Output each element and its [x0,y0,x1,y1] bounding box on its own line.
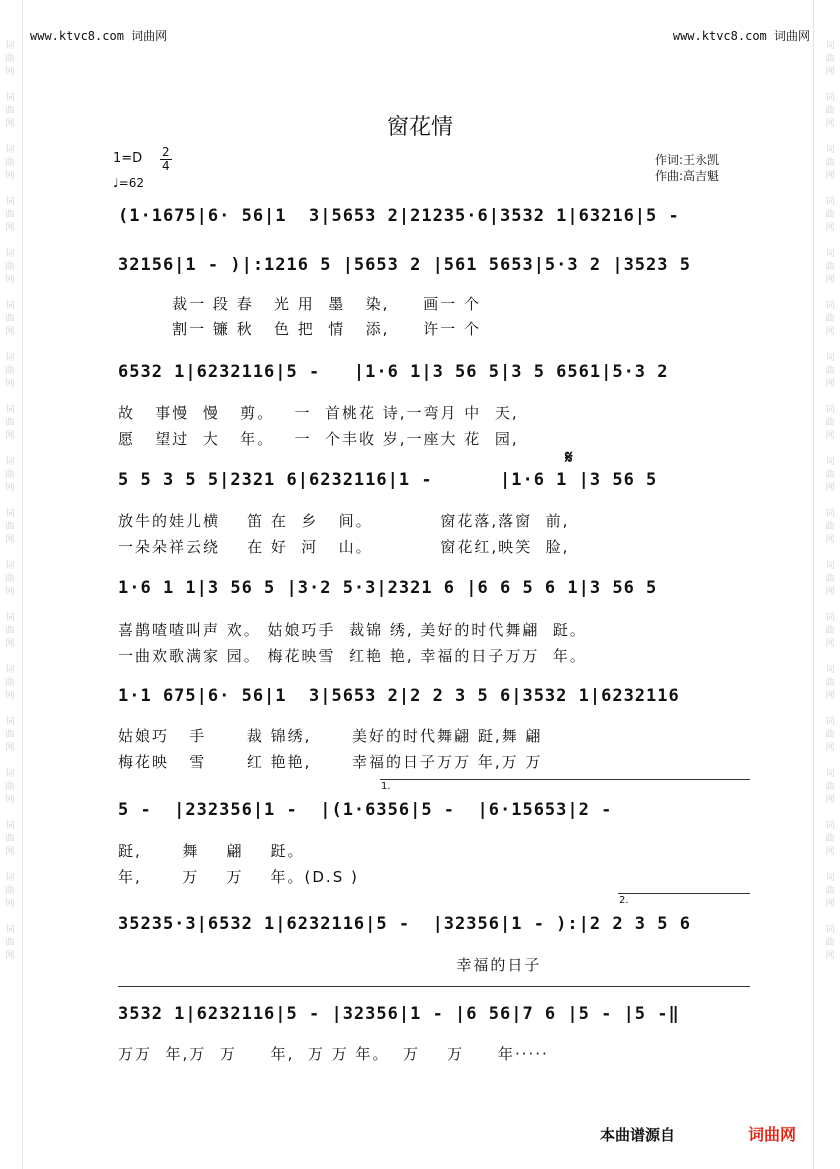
lyric-line: 跹, 舞 翩 跹。 [118,842,305,860]
watermark-left: 词曲网 词曲网 词曲网 词曲网 词曲网 词曲网 词曲网 词曲网 词曲网 词曲网 词曲网 词曲网 词曲网 词曲网 词曲网 词曲网 词曲网 词曲网 [5,41,15,961]
lyric-line: 故 事慢 慢 剪。 一 首桃花 诗,一弯月 中 天, [118,404,519,422]
lyric-line: 割一 镰 秋 色 把 情 添, 许一 个 [118,320,481,338]
segno-sign: 𝄋 [565,447,573,468]
volta-1-label: 1. [381,781,391,792]
source-label: 本曲谱源自 [600,1126,676,1144]
key-signature: 1=D [113,151,143,166]
lyric-line: 幸福的日子 [118,956,542,974]
notation-line: 3532 1|6232116|5 - |32356|1 - |6 56|7 6 |5 - |5 -‖ [118,1004,680,1024]
tempo-marking: ♩=62 [113,176,144,190]
notation-line: 32156|1 - )|:1216 5 |5653 2 |561 5653|5·3 2 |3523 5 [118,255,691,275]
notation-line: 6532 1|6232116|5 - |1·6 1|3 56 5|3 5 6561|5·3 2 [118,362,669,382]
watermark-right: 词曲网 词曲网 词曲网 词曲网 词曲网 词曲网 词曲网 词曲网 词曲网 词曲网 词曲网 词曲网 词曲网 词曲网 词曲网 词曲网 词曲网 词曲网 [825,41,835,961]
notation-line: 5 5 3 5 5|2321 6|6232116|1 - |1·6 1 |3 56 5 [118,470,658,490]
system-rule [118,986,750,987]
notation-line: (1·1675|6· 56|1 3|5653 2|21235·6|3532 1|63216|5 - [118,206,680,226]
notation-line: 1·6 1 1|3 56 5 |3·2 5·3|2321 6 |6 6 5 6 1|3 56 5 [118,578,658,598]
lyric-line: 万万 年,万 万 年, 万 万 年。 万 万 年····· [118,1045,549,1063]
lyric-line: 一曲欢歌满家 园。 梅花映雪 红艳 艳, 幸福的日子万万 年。 [118,647,587,665]
credits [655,152,719,184]
lyric-line: 愿 望过 大 年。 一 个丰收 岁,一座大 花 园, [118,430,519,448]
notation-line: 35235·3|6532 1|6232116|5 - |32356|1 - ):|2 2 3 5 6 [118,914,691,934]
lyric-line: 姑娘巧 手 裁 锦绣, 美好的时代舞翩 跹,舞 翩 [118,727,543,745]
notation-line: 1·1 675|6· 56|1 3|5653 2|2 2 3 5 6|3532 1|6232116 [118,686,680,706]
site-url-right[interactable]: www.ktvc8.com 词曲网 [672,29,810,43]
lyric-line: 一朵朵祥云绕 在 好 河 山。 窗花红,映笑 脸, [118,538,570,556]
composer: 作曲:高吉魁 [655,169,720,183]
song-title: 窗花情 [386,115,453,140]
site-url-left[interactable]: www.ktvc8.com 词曲网 [30,29,168,43]
lyric-line: 年, 万 万 年。(D.S ) [118,868,359,886]
brand-logo[interactable]: 词曲网 [748,1125,797,1144]
lyric-line: 裁一 段 春 光 用 墨 染, 画一 个 [118,295,481,313]
lyric-line: 喜鹊喳喳叫声 欢。 姑娘巧手 裁锦 绣, 美好的时代舞翩 跹。 [118,621,587,639]
lyricist: 作词:王永凯 [655,153,720,167]
lyric-line: 梅花映 雪 红 艳艳, 幸福的日子万万 年,万 万 [118,753,543,771]
volta-2-label: 2. [619,895,629,906]
volta-bracket [618,893,750,894]
notation-line: 5 - |232356|1 - |(1·6356|5 - |6·15653|2 - [118,800,613,820]
time-signature [160,146,172,173]
time-sig-bottom: 4 [162,159,170,173]
time-sig-top: 2 [162,145,170,159]
lyric-line: 放牛的娃儿横 笛 在 乡 间。 窗花落,落窗 前, [118,512,570,530]
volta-bracket [380,779,750,780]
